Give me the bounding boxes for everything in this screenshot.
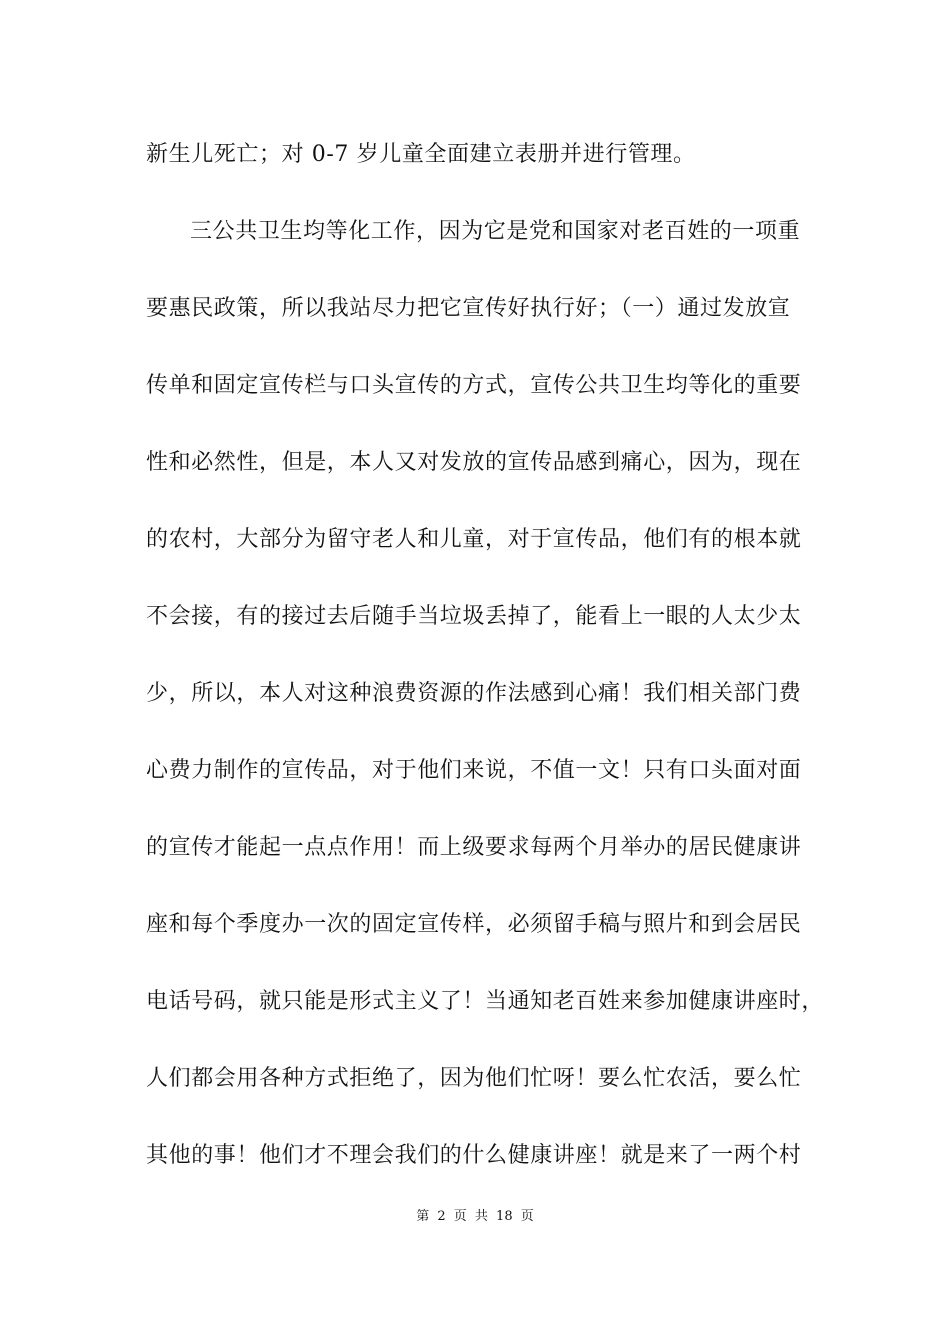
page-number-footer: 第 2 页 共 18 页	[416, 1209, 534, 1224]
text-line: 传单和固定宣传栏与口头宣传的方式，宣传公共卫生均等化的重要	[146, 373, 802, 398]
text-line: 其他的事！他们才不理会我们的什么健康讲座！就是来了一两个村	[146, 1143, 802, 1168]
text-line: 心费力制作的宣传品，对于他们来说，不值一文！只有口头面对面	[146, 758, 802, 783]
text-line: 新生儿死亡；对 0-7 岁儿童全面建立表册并进行管理。	[146, 142, 696, 167]
text-line: 少，所以，本人对这种浪费资源的作法感到心痛！我们相关部门费	[146, 681, 802, 706]
paragraph-first-line: 三公共卫生均等化工作，因为它是党和国家对老百姓的一项重	[190, 219, 801, 244]
text-line: 性和必然性，但是，本人又对发放的宣传品感到痛心，因为，现在	[146, 450, 802, 475]
text-line: 人们都会用各种方式拒绝了，因为他们忙呀！要么忙农活，要么忙	[146, 1066, 802, 1091]
text-line: 不会接，有的接过去后随手当垃圾丢掉了，能看上一眼的人太少太	[146, 604, 802, 629]
text-line: 要惠民政策，所以我站尽力把它宣传好执行好；（一）通过发放宣	[146, 296, 791, 321]
text-line: 的农村，大部分为留守老人和儿童，对于宣传品，他们有的根本就	[146, 527, 802, 552]
text-line: 的宣传才能起一点点作用！而上级要求每两个月举办的居民健康讲	[146, 835, 802, 860]
text-line: 座和每个季度办一次的固定宣传样，必须留手稿与照片和到会居民	[146, 912, 802, 937]
text-line: 电话号码，就只能是形式主义了！当通知老百姓来参加健康讲座时，	[146, 989, 825, 1014]
